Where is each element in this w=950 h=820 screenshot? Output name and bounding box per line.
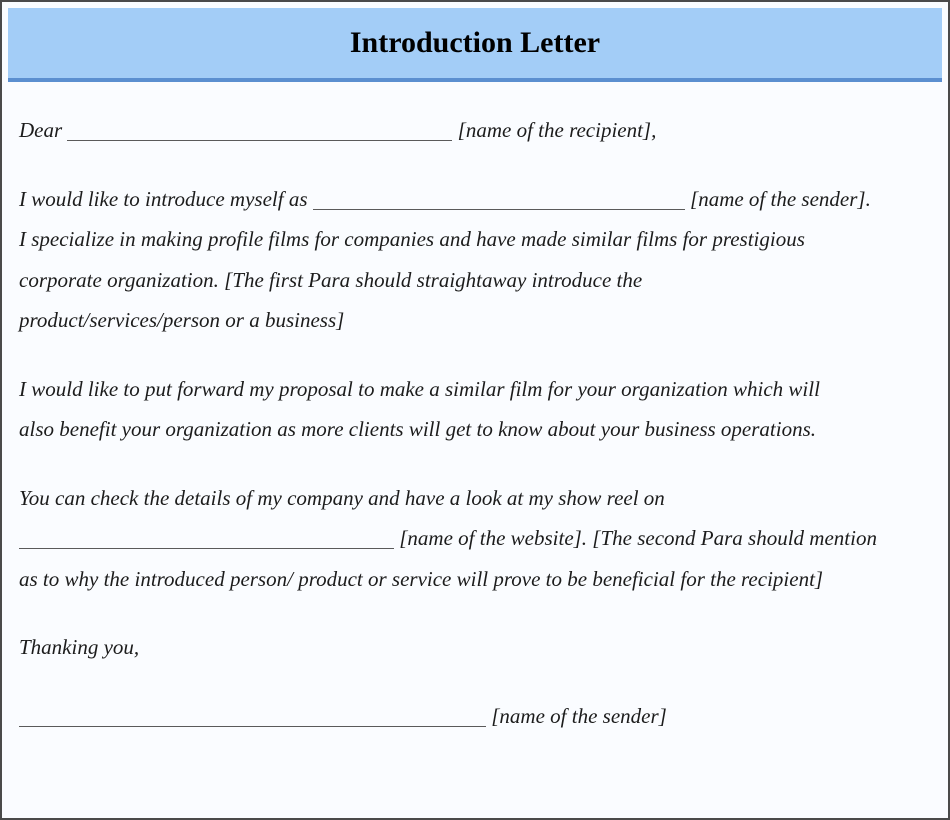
paragraph-line: You can check the details of my company and have a look at my show reel on <box>19 485 665 510</box>
signature-suffix: [name of the sender] <box>491 703 667 728</box>
page-title: Introduction Letter <box>349 26 601 59</box>
website-suffix: [name of the website]. [The second Para should mention <box>399 526 877 550</box>
paragraph-line: corporate organization. [The first Para should straightaway introduce the <box>19 267 643 292</box>
recipient-name-blank[interactable] <box>67 120 452 141</box>
paragraph-intro <box>19 179 939 341</box>
letter-body <box>19 110 939 736</box>
signature-blank[interactable] <box>19 706 486 727</box>
greeting-prefix: Dear <box>19 118 63 142</box>
paragraph-line: as to why the introduced person/ product or service will prove to be beneficial for the recipient] <box>19 566 824 591</box>
paragraph-website <box>19 478 939 600</box>
paragraph-line: I specialize in making profile films for companies and have made similar films for prestigious <box>19 227 805 251</box>
signature-line <box>19 696 939 737</box>
greeting-line <box>19 110 939 151</box>
paragraph-line: I would like to put forward my proposal to make a similar film for your organization which will <box>19 376 820 401</box>
title-bar <box>8 8 942 82</box>
sender-name-blank[interactable] <box>313 189 685 210</box>
intro-suffix: [name of the sender]. <box>690 186 871 211</box>
closing-line: Thanking you, <box>19 635 140 659</box>
paragraph-line <box>19 179 939 220</box>
paragraph-line: product/services/person or a business] <box>19 308 345 332</box>
website-name-blank[interactable] <box>19 528 394 549</box>
paragraph-proposal <box>19 369 939 450</box>
greeting-suffix: [name of the recipient], <box>457 118 657 142</box>
intro-prefix: I would like to introduce myself as <box>19 186 308 211</box>
paragraph-line: also benefit your organization as more clients will get to know about your business operations. <box>19 417 816 441</box>
paragraph-line <box>19 518 939 559</box>
